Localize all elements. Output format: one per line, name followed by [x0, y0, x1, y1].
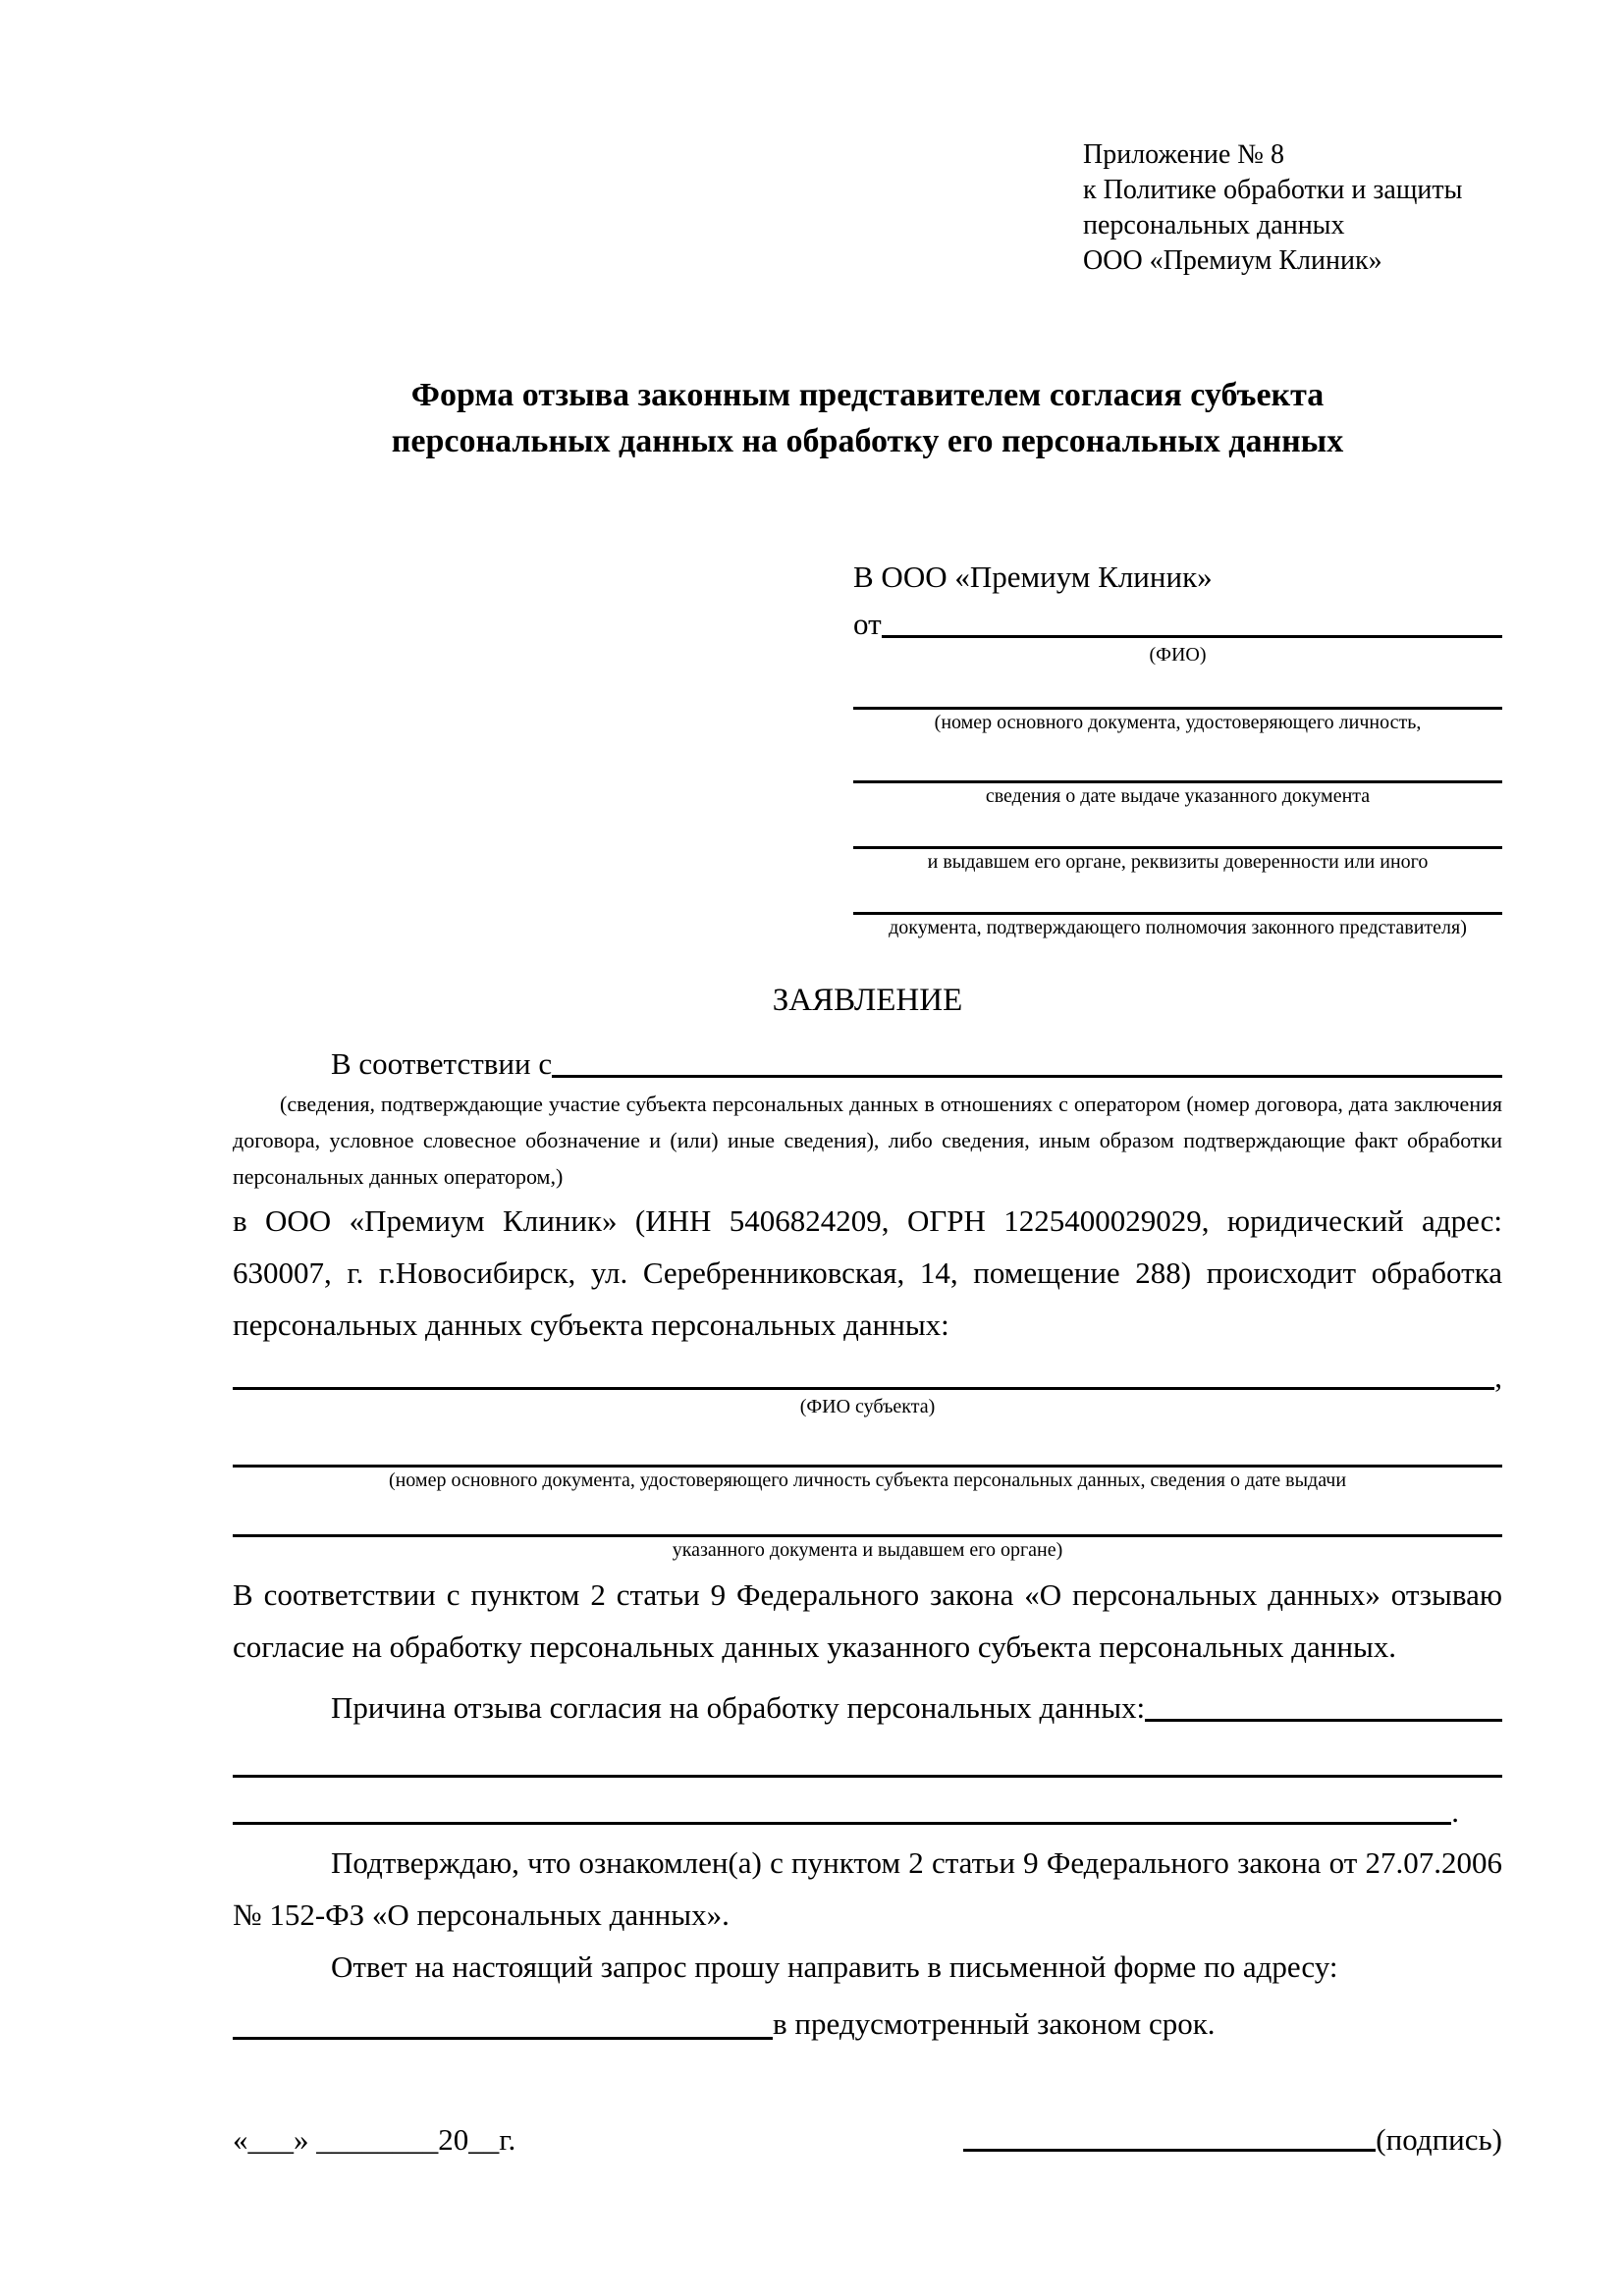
- representative-fio-blank-line: [882, 635, 1502, 638]
- reason-continuation-row-2: [233, 1778, 1502, 1829]
- subject-document-blank-line-2: [233, 1493, 1502, 1537]
- reason-row: [233, 1673, 1502, 1726]
- annex-line-2: к Политике обработки и защиты: [1083, 175, 1463, 205]
- reply-address-blank-line: [233, 2037, 773, 2040]
- subject-fio-caption: (ФИО субъекта): [799, 1396, 936, 1417]
- reply-request-paragraph: Ответ на настоящий запрос прошу направить в письменной форме по адресу:: [331, 1949, 1338, 1984]
- basis-row: [233, 1033, 1502, 1082]
- reason-prefix: Причина отзыва согласия на обработку персональных данных:: [331, 1690, 1146, 1725]
- issue-date-blank-line: [853, 735, 1502, 783]
- annex-line-1: Приложение № 8: [1083, 139, 1284, 170]
- subject-fio-row: [233, 1351, 1502, 1394]
- document-title-line-2: персональных данных на обработку его персональных данных: [391, 423, 1344, 459]
- basis-explanatory-note: (сведения, подтверждающие участие субъекта персональных данных в отношениях с оператором (номер договора, дата заключения договора, условное словесное обозначение и (или) иные сведения), либо сведения, иным образом подтверждающие факт обработки персональных данных оператором,): [233, 1092, 1502, 1189]
- annex-reference: [1083, 137, 1502, 279]
- reason-trailing-period: .: [1451, 1794, 1459, 1829]
- annex-line-3: персональных данных: [1083, 210, 1345, 240]
- from-label: от: [853, 607, 882, 641]
- authority-document-blank-line: [853, 875, 1502, 915]
- confirmation-paragraph: Подтверждаю, что ознакомлен(а) с пунктом 2 статьи 9 Федерального закона от 27.07.2006 № 152-ФЗ «О персональных данных».: [233, 1845, 1502, 1932]
- statement-heading: ЗАЯВЛЕНИЕ: [772, 983, 963, 1018]
- subject-fio-blank-line: [233, 1387, 1494, 1390]
- issuing-authority-caption: и выдавшем его органе, реквизиты доверенности или иного: [927, 851, 1429, 873]
- reason-blank-line: [1145, 1719, 1502, 1722]
- document-content: [233, 137, 1502, 2158]
- authority-document-caption: документа, подтверждающего полномочия законного представителя): [889, 917, 1467, 938]
- subject-fio-trailing-comma: ,: [1494, 1360, 1502, 1394]
- from-row: [853, 597, 1502, 642]
- identity-document-blank-line: [853, 667, 1502, 710]
- signature-blank-line: [963, 2149, 1376, 2152]
- subject-document-caption: (номер основного документа, удостоверяющего личность субъекта персональных данных, сведения о дате выдачи: [388, 1469, 1347, 1491]
- subject-document-caption-2: указанного документа и выдавшем его органе): [672, 1539, 1063, 1561]
- addressee-organization: В ООО «Премиум Клиник»: [853, 560, 1213, 594]
- signature-caption: (подпись): [1376, 2122, 1502, 2157]
- reply-address-row: [233, 1993, 1502, 2044]
- subject-document-blank-line: [233, 1419, 1502, 1468]
- annex-line-4: ООО «Премиум Клиник»: [1083, 245, 1382, 276]
- reason-continuation-blank-line-1: [233, 1726, 1502, 1778]
- date-signature-row: [233, 2122, 1502, 2158]
- date-blank: «___» ________20__г.: [233, 2122, 516, 2157]
- fio-caption: (ФИО): [1149, 644, 1207, 666]
- addressee-block: [853, 558, 1502, 940]
- signature-group: [963, 2122, 1502, 2158]
- basis-blank-line: [552, 1075, 1502, 1078]
- document-title-line-1: Форма отзыва законным представителем согласия субъекта: [410, 377, 1325, 413]
- basis-prefix: В соответствии с: [331, 1046, 553, 1081]
- reply-suffix: в предусмотренный законом срок.: [773, 2006, 1216, 2041]
- issue-date-caption: сведения о дате выдаче указанного документа: [985, 785, 1371, 807]
- document-title: [233, 372, 1502, 464]
- issuing-authority-blank-line: [853, 809, 1502, 849]
- identity-document-caption: (номер основного документа, удостоверяющего личность,: [934, 712, 1422, 733]
- withdrawal-paragraph: В соответствии с пунктом 2 статьи 9 Федерального закона «О персональных данных» отзываю согласие на обработку персональных данных указанного субъекта персональных данных.: [233, 1577, 1502, 1664]
- reason-continuation-blank-line-2: [233, 1822, 1451, 1825]
- operator-paragraph: в ООО «Премиум Клиник» (ИНН 5406824209, ОГРН 1225400029029, юридический адрес: 630007, г. г.Новосибирск, ул. Серебренниковская, 14, помещение 288) происходит обработка персональных данных субъекта персональных данных:: [233, 1203, 1502, 1342]
